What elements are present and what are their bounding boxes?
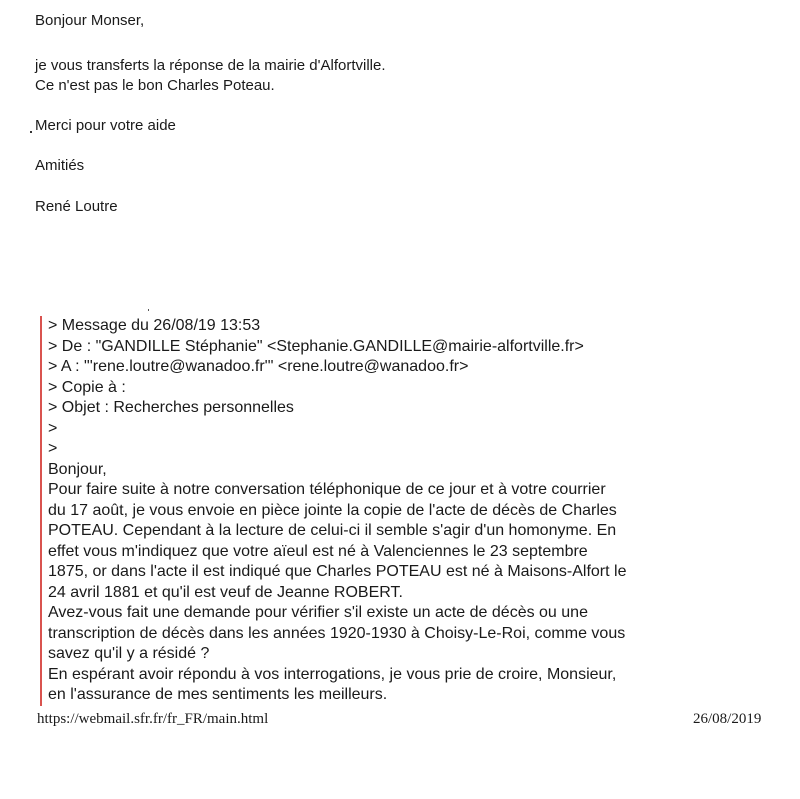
quote-header-line: > De : "GANDILLE Stéphanie" <Stephanie.GANDILLE@mairie-alfortville.fr> [48, 337, 584, 355]
quote-header-line: > [48, 440, 58, 457]
quote-header-line: > Message du 26/08/19 13:53 [48, 317, 261, 334]
quote-body-line: en l'assurance de mes sentiments les meilleurs. [48, 686, 388, 703]
quote-body-line: Bonjour, [48, 460, 107, 478]
quote-body-line: du 17 août, je vous envoie en pièce jointe la copie de l'acte de décès de Charles [48, 501, 617, 519]
message-line-1: je vous transferts la réponse de la mairie d'Alfortville. [35, 57, 386, 74]
quote-body-line: En espérant avoir répondu à vos interrogations, je vous prie de croire, Monsieur, [48, 665, 617, 683]
quote-header-line: > Objet : Recherches personnelles [48, 399, 294, 416]
quoted-email-content [48, 316, 768, 706]
scan-speck [148, 309, 149, 311]
thanks-line: Merci pour votre aide [35, 117, 176, 134]
quote-header-line: > [48, 419, 58, 437]
quote-header-line: > A : "'rene.loutre@wanadoo.fr'" <rene.loutre@wanadoo.fr> [48, 358, 469, 375]
quote-body-line: POTEAU. Cependant à la lecture de celui-ci il semble s'agir d'un homonyme. En [48, 522, 617, 539]
quote-body-line: savez qu'il y a résidé ? [48, 645, 210, 662]
quote-header-line: > Copie à : [48, 378, 126, 396]
message-line-2: Ce n'est pas le bon Charles Poteau. [35, 77, 275, 94]
signature: René Loutre [35, 198, 118, 215]
quote-body-line: 24 avril 1881 et qu'il est veuf de Jeanne ROBERT. [48, 583, 403, 601]
greeting: Bonjour Monser, [35, 12, 145, 29]
quote-body-line: Avez-vous fait une demande pour vérifier s'il existe un acte de décès ou une [48, 604, 588, 621]
footer-date: 26/08/2019 [693, 711, 762, 727]
quoted-email [40, 316, 772, 706]
quote-body-line: transcription de décès dans les années 1920-1930 à Choisy-Le-Roi, comme vous [48, 624, 626, 642]
quote-body-line: 1875, or dans l'acte il est indiqué que Charles POTEAU est né à Maisons-Alfort le [48, 563, 627, 580]
scan-speck [30, 131, 32, 133]
quote-body-line: effet vous m'indiquez que votre aïeul est né à Valenciennes le 23 septembre [48, 542, 588, 560]
closing-line: Amitiés [35, 157, 85, 174]
footer-url: https://webmail.sfr.fr/fr_FR/main.html [37, 711, 269, 727]
quote-body-line: Pour faire suite à notre conversation téléphonique de ce jour et à votre courrier [48, 481, 606, 498]
